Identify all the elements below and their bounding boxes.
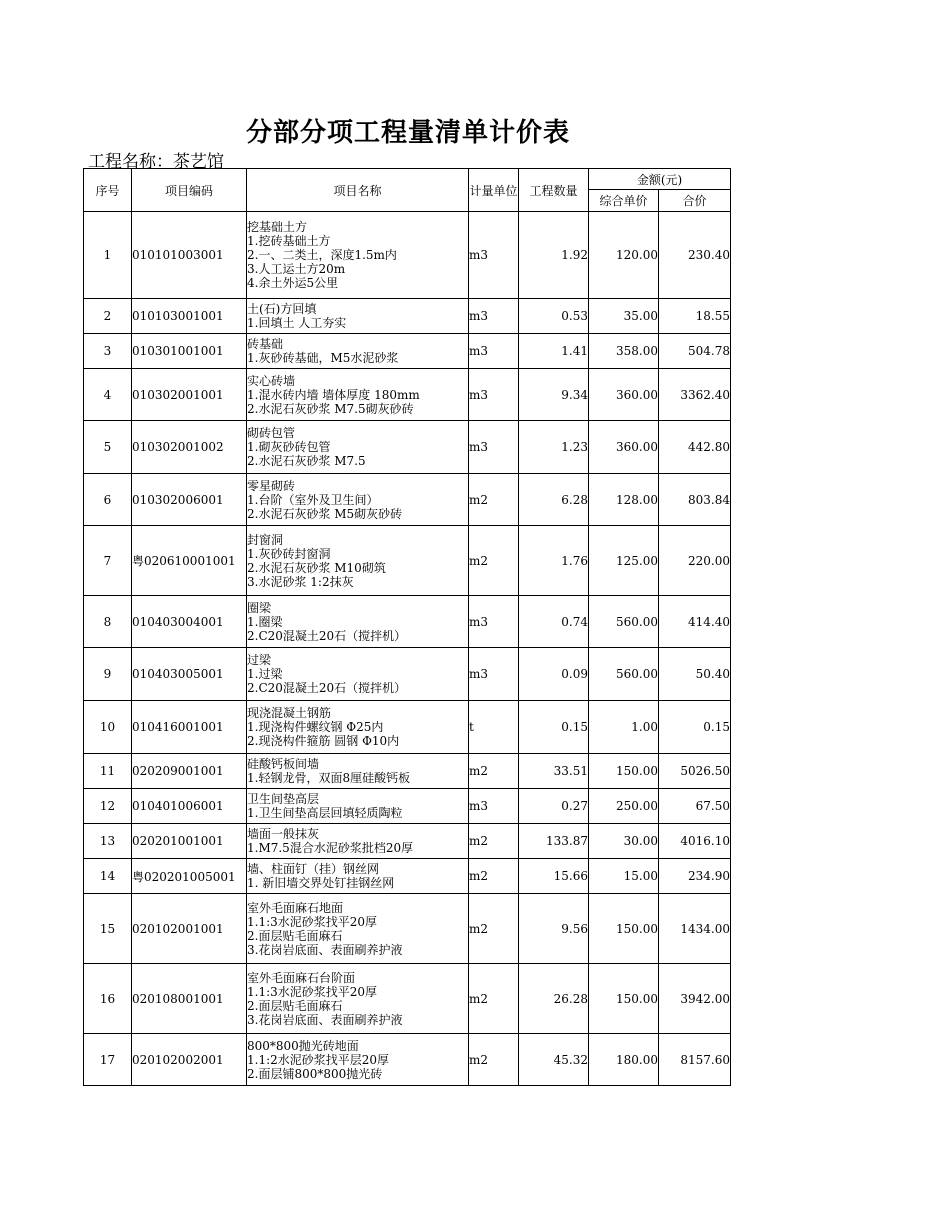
item-name — [247, 789, 469, 824]
item-code: 010101003001 — [132, 212, 247, 299]
item-quantity: 1.92 — [519, 212, 589, 299]
item-name-line: 过梁 — [247, 653, 272, 667]
item-unit-price: 150.00 — [589, 894, 659, 964]
item-name-line: 2.水泥石灰砂浆 M10砌筑 — [247, 560, 386, 575]
item-name-line: 1.M7.5混合水泥砂浆批档20厚 — [247, 841, 414, 855]
item-name-line: 1.现浇构件螺纹钢 Φ25内 — [247, 720, 384, 734]
item-name — [247, 648, 469, 701]
item-quantity: 1.76 — [519, 526, 589, 596]
item-name-line: 1.过梁 — [247, 667, 283, 681]
item-name-line: 圈梁 — [247, 600, 272, 615]
item-name-line: 3.水泥砂浆 1:2抹灰 — [247, 574, 354, 589]
item-name-line: 1.1:2水泥砂浆找平层20厚 — [247, 1052, 390, 1067]
row-number: 7 — [84, 526, 132, 596]
item-name — [247, 859, 469, 894]
item-code: 020209001001 — [132, 754, 247, 789]
item-name-line: 1.1:3水泥砂浆找平20厚 — [247, 984, 378, 999]
item-name-line: 土(石)方回填 — [247, 302, 317, 316]
item-quantity: 26.28 — [519, 964, 589, 1034]
item-name-line: 1.混水砖内墙 墙体厚度 180mm — [247, 387, 420, 402]
item-name — [247, 964, 469, 1034]
item-name-line: 2.C20混凝土20石（搅拌机） — [247, 628, 407, 643]
item-unit-price: 125.00 — [589, 526, 659, 596]
item-name-line: 封窗洞 — [247, 532, 284, 547]
item-unit: m3 — [469, 421, 519, 474]
item-name-line: 2.面层贴毛面麻石 — [247, 998, 343, 1013]
item-name-line: 1.轻钢龙骨，双面8厘硅酸钙板 — [247, 771, 411, 785]
table-row — [84, 701, 731, 754]
header-code: 项目编码 — [132, 169, 247, 212]
item-unit-price: 560.00 — [589, 648, 659, 701]
item-unit-price: 358.00 — [589, 334, 659, 369]
item-name-line: 挖基础土方 — [247, 220, 308, 234]
table-row — [84, 474, 731, 526]
row-number: 2 — [84, 299, 132, 334]
item-unit-price: 1.00 — [589, 701, 659, 754]
item-unit: m3 — [469, 334, 519, 369]
item-total: 1434.00 — [659, 894, 731, 964]
item-unit-price: 250.00 — [589, 789, 659, 824]
item-unit: m3 — [469, 212, 519, 299]
item-unit-price: 560.00 — [589, 596, 659, 648]
header-amount: 金额(元) — [589, 169, 731, 190]
header-unit-price: 综合单价 — [589, 190, 659, 212]
row-number: 5 — [84, 421, 132, 474]
item-name-line: 2.面层贴毛面麻石 — [247, 928, 343, 943]
item-quantity: 1.41 — [519, 334, 589, 369]
item-code: 010103001001 — [132, 299, 247, 334]
item-total: 442.80 — [659, 421, 731, 474]
item-name-line: 2.现浇构件箍筋 圆钢 Φ10内 — [247, 734, 400, 748]
table-row — [84, 299, 731, 334]
item-name-line: 800*800抛光砖地面 — [247, 1038, 359, 1053]
item-total: 234.90 — [659, 859, 731, 894]
item-name — [247, 894, 469, 964]
page-title: 分部分项工程量清单计价表 — [245, 118, 570, 148]
item-name-line: 现浇混凝土钢筋 — [247, 706, 332, 720]
item-name-line: 室外毛面麻石地面 — [247, 900, 344, 915]
item-name-line: 1.台阶（室外及卫生间） — [247, 492, 379, 507]
item-code: 020108001001 — [132, 964, 247, 1034]
row-number: 9 — [84, 648, 132, 701]
item-name-line: 零星砌砖 — [247, 478, 296, 493]
item-unit-price: 15.00 — [589, 859, 659, 894]
item-unit-price: 150.00 — [589, 754, 659, 789]
item-code: 010302001001 — [132, 369, 247, 421]
item-name-line: 3.花岗岩底面、表面刷养护液 — [247, 942, 403, 957]
table-row — [84, 1034, 731, 1086]
item-total: 18.55 — [659, 299, 731, 334]
item-total: 414.40 — [659, 596, 731, 648]
item-unit-price: 35.00 — [589, 299, 659, 334]
row-number: 15 — [84, 894, 132, 964]
item-unit: m2 — [469, 894, 519, 964]
item-name — [247, 369, 469, 421]
table-row — [84, 789, 731, 824]
project-name-label: 工程名称：茶艺馆 — [88, 152, 224, 172]
item-unit: m3 — [469, 789, 519, 824]
item-quantity: 1.23 — [519, 421, 589, 474]
item-total: 0.15 — [659, 701, 731, 754]
item-unit: m3 — [469, 648, 519, 701]
table-row — [84, 754, 731, 789]
item-name-line: 2.水泥石灰砂浆 M7.5砌灰砂砖 — [247, 401, 414, 416]
item-quantity: 9.56 — [519, 894, 589, 964]
table-body — [84, 212, 731, 1086]
row-number: 16 — [84, 964, 132, 1034]
table-row — [84, 369, 731, 421]
header-no: 序号 — [84, 169, 132, 212]
table-row — [84, 212, 731, 299]
item-unit: m2 — [469, 474, 519, 526]
item-unit-price: 180.00 — [589, 1034, 659, 1086]
header-quantity: 工程数量 — [519, 169, 589, 212]
item-quantity: 0.09 — [519, 648, 589, 701]
item-quantity: 0.74 — [519, 596, 589, 648]
item-code: 010416001001 — [132, 701, 247, 754]
row-number: 10 — [84, 701, 132, 754]
item-name-line: 砖基础 — [247, 337, 284, 351]
table-row — [84, 894, 731, 964]
table-row — [84, 859, 731, 894]
item-name-line: 实心砖墙 — [247, 373, 296, 388]
item-quantity: 6.28 — [519, 474, 589, 526]
item-quantity: 45.32 — [519, 1034, 589, 1086]
row-number: 3 — [84, 334, 132, 369]
item-unit: m3 — [469, 299, 519, 334]
item-quantity: 9.34 — [519, 369, 589, 421]
row-number: 4 — [84, 369, 132, 421]
item-name — [247, 334, 469, 369]
item-name — [247, 421, 469, 474]
item-code: 010302006001 — [132, 474, 247, 526]
item-unit: t — [469, 701, 519, 754]
item-unit: m2 — [469, 964, 519, 1034]
row-number: 8 — [84, 596, 132, 648]
item-unit-price: 360.00 — [589, 369, 659, 421]
item-name — [247, 526, 469, 596]
table-row — [84, 421, 731, 474]
item-unit-price: 30.00 — [589, 824, 659, 859]
item-name-line: 2.水泥石灰砂浆 M7.5 — [247, 454, 366, 468]
item-total: 230.40 — [659, 212, 731, 299]
item-name — [247, 1034, 469, 1086]
header-total: 合价 — [659, 190, 731, 212]
item-name-line: 1.灰砂砖封窗洞 — [247, 546, 331, 561]
item-name — [247, 474, 469, 526]
item-code: 020102001001 — [132, 894, 247, 964]
item-total: 220.00 — [659, 526, 731, 596]
item-name-line: 2.水泥石灰砂浆 M5砌灰砂砖 — [247, 506, 403, 521]
item-name-line: 2.面层铺800*800抛光砖 — [247, 1066, 383, 1081]
table-row — [84, 334, 731, 369]
row-number: 17 — [84, 1034, 132, 1086]
item-unit-price: 128.00 — [589, 474, 659, 526]
item-name-line: 1.砌灰砂砖包管 — [247, 440, 331, 454]
item-name-line: 1.圈梁 — [247, 614, 283, 629]
item-quantity: 133.87 — [519, 824, 589, 859]
item-name-line: 3.花岗岩底面、表面刷养护液 — [247, 1012, 403, 1027]
item-quantity: 0.53 — [519, 299, 589, 334]
item-quantity: 0.27 — [519, 789, 589, 824]
item-name — [247, 701, 469, 754]
item-total: 50.40 — [659, 648, 731, 701]
item-name-line: 1.卫生间垫高层回填轻质陶粒 — [247, 806, 403, 820]
item-total: 3942.00 — [659, 964, 731, 1034]
item-name — [247, 212, 469, 299]
item-unit: m2 — [469, 754, 519, 789]
row-number: 11 — [84, 754, 132, 789]
table-row — [84, 596, 731, 648]
item-unit: m2 — [469, 824, 519, 859]
item-name-line: 硅酸钙板间墙 — [247, 757, 320, 771]
item-unit: m3 — [469, 596, 519, 648]
item-code: 010401006001 — [132, 789, 247, 824]
table-row — [84, 964, 731, 1034]
item-name-line: 1.1:3水泥砂浆找平20厚 — [247, 914, 378, 929]
item-unit-price: 150.00 — [589, 964, 659, 1034]
item-unit: m3 — [469, 369, 519, 421]
item-name-line: 墙、柱面钉（挂）钢丝网 — [247, 862, 380, 876]
item-name-line: 2.C20混凝土20石（搅拌机） — [247, 681, 407, 695]
item-unit-price: 120.00 — [589, 212, 659, 299]
item-total: 4016.10 — [659, 824, 731, 859]
item-name — [247, 824, 469, 859]
row-number: 1 — [84, 212, 132, 299]
item-name-line: 墙面一般抹灰 — [247, 827, 320, 841]
item-name-line: 3.人工运土方20m — [247, 262, 346, 276]
item-code: 粤020201005001 — [132, 859, 247, 894]
item-name — [247, 754, 469, 789]
item-code: 010302001002 — [132, 421, 247, 474]
header-name: 项目名称 — [247, 169, 469, 212]
item-code: 010403005001 — [132, 648, 247, 701]
item-code: 010403004001 — [132, 596, 247, 648]
item-name-line: 卫生间垫高层 — [247, 792, 320, 806]
item-total: 5026.50 — [659, 754, 731, 789]
item-quantity: 0.15 — [519, 701, 589, 754]
item-code: 020102002001 — [132, 1034, 247, 1086]
table-row — [84, 526, 731, 596]
row-number: 6 — [84, 474, 132, 526]
table-row — [84, 648, 731, 701]
header-unit: 计量单位 — [469, 169, 519, 212]
item-quantity: 15.66 — [519, 859, 589, 894]
row-number: 14 — [84, 859, 132, 894]
item-total: 67.50 — [659, 789, 731, 824]
item-code: 粤020610001001 — [132, 526, 247, 596]
table-row — [84, 824, 731, 859]
row-number: 12 — [84, 789, 132, 824]
item-quantity: 33.51 — [519, 754, 589, 789]
item-code: 020201001001 — [132, 824, 247, 859]
item-name — [247, 299, 469, 334]
item-name-line: 1.回填土 人工夯实 — [247, 316, 347, 330]
item-unit: m2 — [469, 859, 519, 894]
item-total: 8157.60 — [659, 1034, 731, 1086]
item-unit: m2 — [469, 526, 519, 596]
item-name-line: 砌砖包管 — [247, 426, 296, 440]
item-code: 010301001001 — [132, 334, 247, 369]
item-name — [247, 596, 469, 648]
item-total: 803.84 — [659, 474, 731, 526]
item-total: 504.78 — [659, 334, 731, 369]
item-name-line: 室外毛面麻石台阶面 — [247, 970, 356, 985]
item-name-line: 4.余土外运5公里 — [247, 276, 339, 290]
bill-of-quantities-table — [83, 168, 731, 1086]
item-total: 3362.40 — [659, 369, 731, 421]
item-name-line: 1.挖砖基础土方 — [247, 234, 331, 248]
item-unit: m2 — [469, 1034, 519, 1086]
item-name-line: 1. 新旧墙交界处钉挂钢丝网 — [247, 876, 395, 890]
item-unit-price: 360.00 — [589, 421, 659, 474]
row-number: 13 — [84, 824, 132, 859]
item-name-line: 2.一、二类土，深度1.5m内 — [247, 248, 397, 262]
item-name-line: 1.灰砂砖基础，M5水泥砂浆 — [247, 351, 399, 365]
